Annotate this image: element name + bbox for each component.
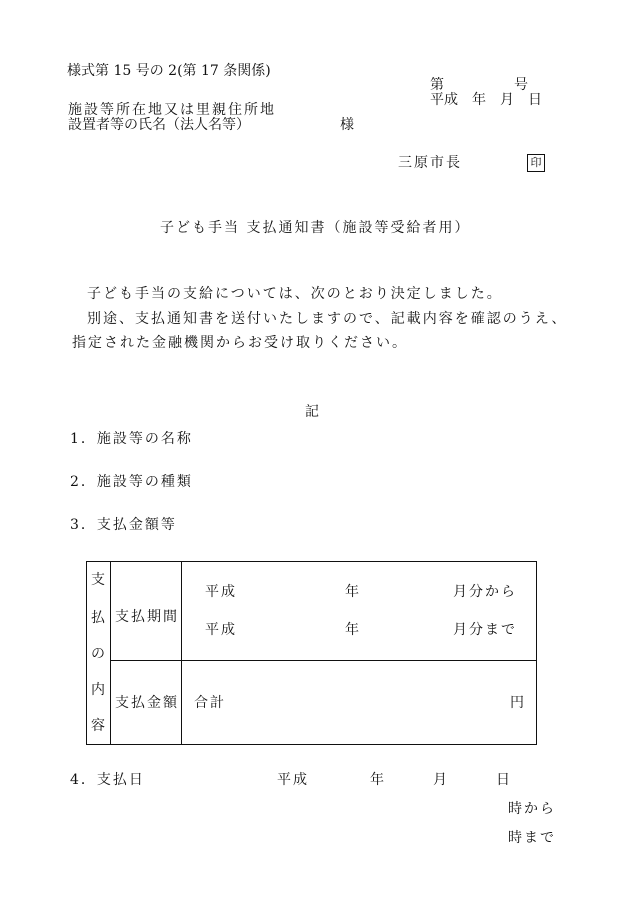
amount-label: 支払金額	[115, 695, 179, 711]
item-facility-name: 1．施設等の名称	[70, 431, 193, 447]
issue-date: 平成 年 月 日	[430, 92, 542, 108]
body-line-3: 指定された金融機関からお受け取りください。	[72, 335, 408, 351]
table-divider	[110, 660, 536, 661]
period-from-year: 年	[345, 584, 359, 600]
yen-unit: 円	[510, 695, 524, 711]
table-divider	[110, 562, 111, 744]
form-number: 様式第 15 号の 2(第 17 条関係)	[67, 63, 271, 79]
ki-heading: 記	[305, 404, 319, 420]
operator-name-label: 設置者等の氏名（法人名等）	[68, 117, 250, 133]
vertical-label-char: 払	[91, 610, 105, 626]
period-to-year: 年	[345, 622, 359, 638]
seal-mark: 印	[527, 154, 545, 172]
body-line-1: 子ども手当の支給については、次のとおり決定しました。	[87, 286, 503, 302]
payment-time-from: 時から	[508, 801, 556, 817]
total-label: 合計	[194, 695, 226, 711]
vertical-label-char: 支	[91, 572, 105, 588]
body-line-2: 別途、支払通知書を送付いたしますので、記載内容を確認のうえ、	[87, 311, 568, 327]
vertical-label-char: 容	[91, 718, 105, 734]
period-label: 支払期間	[115, 609, 179, 625]
payment-date-year: 年	[370, 772, 384, 788]
facility-address-label: 施設等所在地又は里親住所地	[68, 102, 276, 118]
vertical-label-char: 内	[91, 682, 105, 698]
period-from-era: 平成	[205, 584, 237, 600]
payment-date-era: 平成	[277, 772, 309, 788]
vertical-label-char: の	[91, 646, 105, 662]
payment-time-to: 時まで	[508, 830, 556, 846]
document-title: 子ども手当 支払通知書（施設等受給者用）	[160, 220, 471, 236]
document-number: 第 号	[430, 77, 528, 93]
item-payment-amount: 3．支払金額等	[70, 517, 177, 533]
payment-details-table	[86, 561, 537, 745]
issuer-name: 三原市長	[398, 155, 462, 171]
table-divider	[181, 562, 182, 744]
period-to-month: 月分まで	[453, 622, 517, 638]
payment-date-month: 月	[433, 772, 447, 788]
item-facility-type: 2．施設等の種類	[70, 474, 193, 490]
period-to-era: 平成	[205, 622, 237, 638]
period-from-month: 月分から	[453, 584, 517, 600]
payment-date-day: 日	[496, 772, 510, 788]
item-payment-date: 4．支払日	[70, 772, 145, 788]
honorific: 様	[340, 117, 354, 133]
